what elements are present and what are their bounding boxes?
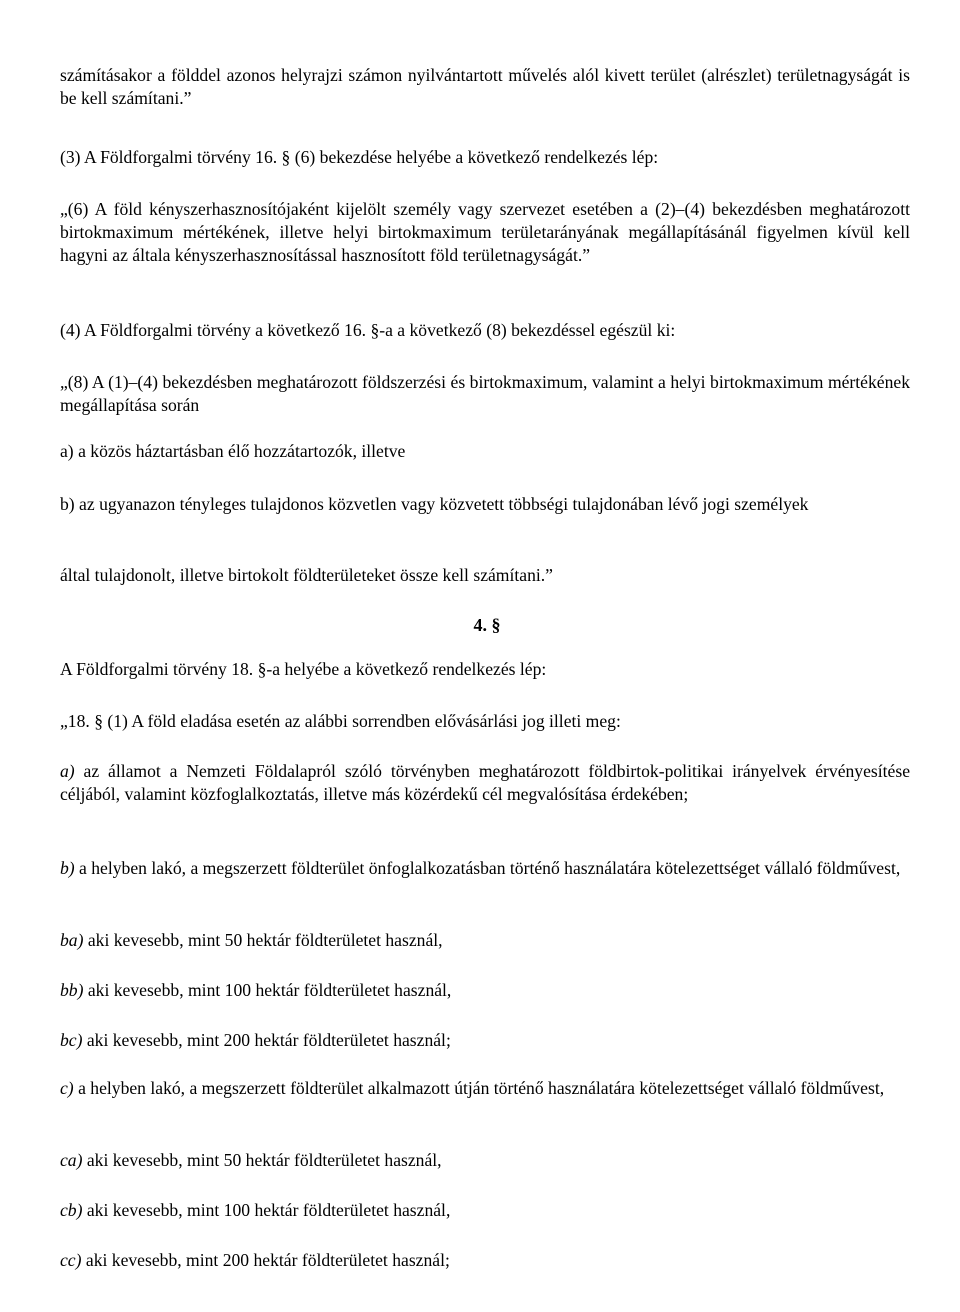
paragraph-text: által tulajdonolt, illetve birtokolt földterületeket össze kell számítani.” (60, 565, 553, 585)
paragraph-text: (3) A Földforgalmi törvény 16. § (6) bekezdése helyébe a következő rendelkezés lép: (60, 147, 659, 167)
paragraph-text: aki kevesebb, mint 50 hektár földterületet használ, (82, 1150, 442, 1170)
list-item-cc (60, 1249, 910, 1272)
paragraph-continuation (60, 64, 910, 110)
paragraph-text: „(8) A (1)–(4) bekezdésben meghatározott földszerzési és birtokmaximum, valamint a helyi birtokmaximum mértékének megállapítása során (60, 372, 910, 415)
list-item-a (60, 440, 910, 463)
list-item-ca (60, 1149, 910, 1172)
paragraph-quote-8 (60, 371, 910, 417)
paragraph-closing-quote (60, 564, 910, 587)
paragraph-text: a helyben lakó, a megszerzett földterület önfoglalkozatásban történő használatára kötelezettséget vállaló földművest, (74, 858, 901, 878)
list-item-ba (60, 929, 910, 952)
paragraph-text: a) a közös háztartásban élő hozzátartozók, illetve (60, 441, 406, 461)
list-item-c-employee (60, 1077, 910, 1100)
paragraph-text: (4) A Földforgalmi törvény a következő 16. §-a a következő (8) bekezdéssel egészül ki: (60, 320, 676, 340)
paragraph-text: aki kevesebb, mint 200 hektár földterületet használ; (82, 1030, 451, 1050)
list-item-bb (60, 979, 910, 1002)
section-number: 4. (473, 615, 487, 635)
list-item-bc (60, 1029, 910, 1052)
paragraph-text: az államot a Nemzeti Földalapról szóló törvényben meghatározott földbirtok-politikai irányelvek érvényesítése céljából, valamint közfoglalkoztatás, illetve más közérdekű cél megvalósítása érdekében; (60, 761, 910, 804)
list-marker: bb) (60, 980, 84, 1000)
paragraph-text: aki kevesebb, mint 100 hektár földterületet használ, (83, 980, 452, 1000)
list-marker: c) (60, 1078, 74, 1098)
list-marker: cc) (60, 1250, 82, 1270)
paragraph-amendment-3 (60, 146, 910, 169)
list-item-a-state (60, 760, 910, 806)
section-symbol: § (491, 615, 501, 635)
paragraph-section-18-intro (60, 658, 910, 681)
section-heading (0, 614, 960, 637)
list-marker: a) (60, 761, 75, 781)
paragraph-text: aki kevesebb, mint 100 hektár földterületet használ, (82, 1200, 451, 1220)
paragraph-text: aki kevesebb, mint 200 hektár földterületet használ; (81, 1250, 450, 1270)
paragraph-text: aki kevesebb, mint 50 hektár földterületet használ, (83, 930, 443, 950)
paragraph-text: b) az ugyanazon tényleges tulajdonos közvetlen vagy közvetett többségi tulajdonában lévő jogi személyek (60, 494, 809, 514)
list-marker: ca) (60, 1150, 83, 1170)
paragraph-amendment-4 (60, 319, 910, 342)
list-marker: b) (60, 858, 75, 878)
paragraph-quote-6 (60, 198, 910, 267)
list-item-b (60, 493, 910, 516)
paragraph-text: a helyben lakó, a megszerzett földterület alkalmazott útján történő használatára kötelezettséget vállaló földművest, (73, 1078, 885, 1098)
paragraph-text: „18. § (1) A föld eladása esetén az alábbi sorrendben elővásárlási jog illeti meg: (60, 711, 621, 731)
list-item-cb (60, 1199, 910, 1222)
paragraph-section-18-1 (60, 710, 910, 733)
paragraph-text: számításakor a földdel azonos helyrajzi számon nyilvántartott művelés alól kivett terület (alrészlet) területnagyságát is be kell számítani.” (60, 65, 910, 108)
paragraph-text: „(6) A föld kényszerhasznosítójaként kijelölt személy vagy szervezet esetében a (2)–(4) bekezdésben meghatározott birtokmaximum mértékének, illetve helyi birtokmaximum területarányának megállapításánál figyelmen kívül kell hagyni az általa kényszerhasznosítással hasznosított föld területnagyságát.” (60, 199, 910, 265)
list-item-b-local-farmer (60, 857, 910, 880)
list-marker: ba) (60, 930, 84, 950)
list-marker: bc) (60, 1030, 83, 1050)
list-marker: cb) (60, 1200, 83, 1220)
paragraph-text: A Földforgalmi törvény 18. §-a helyébe a következő rendelkezés lép: (60, 659, 547, 679)
